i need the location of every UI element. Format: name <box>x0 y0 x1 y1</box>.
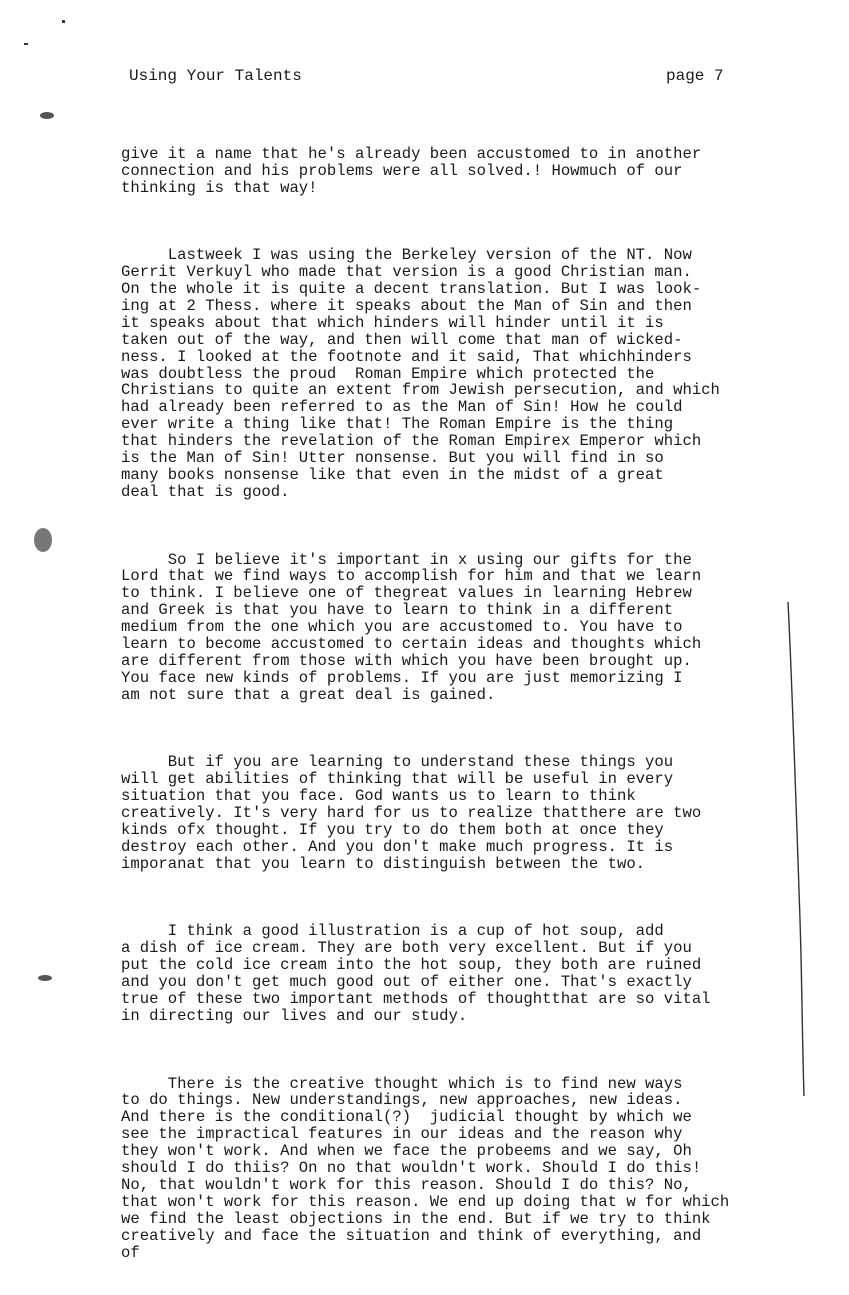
paragraph-4: But if you are learning to understand these things you will get abilities of thinking that will be useful in every situation that you face. God wants us to learn to think creatively. It's very hard for us to realize thatthere are two kinds ofx thought. If you try to do them both at once they destroy each other. And you don't make much progress. It is imporanat that you learn to distinguish between the two. <box>121 753 702 873</box>
paragraph-1: give it a name that he's already been accustomed to in another connection and his problems were all solved.! Howmuch of our thinking is that way! <box>121 144 702 197</box>
margin-blot-3 <box>38 975 52 981</box>
page-number: page 7 <box>666 67 724 85</box>
paragraph-5: I think a good illustration is a cup of hot soup, add a dish of ice cream. They are both very excellent. But if you put the cold ice cream into the hot soup, they both are ruined and you don't get much good out of either one. That's exactly true of these two important methods of thoughtthat are so vital in directing our lives and our study. <box>121 922 711 1025</box>
margin-speck-top <box>62 20 65 23</box>
body-text <box>121 112 821 1295</box>
margin-blot-2 <box>34 528 52 552</box>
margin-speck-left <box>24 43 28 45</box>
paragraph-6: There is the creative thought which is to find new ways to do things. New understandings, new approaches, new ideas. And there is the conditional(?) judicial thought by which we see the impractical features in our ideas and the reason why they won't work. And when we face the probeems and we say, Oh should I do thiis? On no that wouldn't work. Should I do this! No, that wouldn't work for this reason. Should I do this? No, that won't work for this reason. We end up doing that w for which we find the least objections in the end. But if we try to think creatively and face the situation and think of everything, and of <box>121 1074 730 1262</box>
margin-blot-1 <box>40 112 54 119</box>
paragraph-3: So I believe it's important in x using our gifts for the Lord that we find ways to accomplish for him and that we learn to think. I believe one of thegreat values in learning Hebrew and Greek is that you have to learn to think in a different medium from the one which you are accustomed to. You have to learn to become accustomed to certain ideas and thoughts which are different from those with which you have been brought up. You face new kinds of problems. If you are just memorizing I am not sure that a great deal is gained. <box>121 550 702 704</box>
running-header-title: Using Your Talents <box>129 67 302 85</box>
margin-line <box>780 600 820 1100</box>
paragraph-2: Lastweek I was using the Berkeley version of the NT. Now Gerrit Verkuyl who made that version is a good Christian man. On the whole it is quite a decent translation. But I was look- ing at 2 Thess. where it speaks about the Man of Sin and then it speaks about that which hinders will hinder until it is taken out of the way, and then will come that man of wicked- ness. I looked at the footnote and it said, That whichhinders was doubtless the proud Roman Empire which protected the Christians to quite an extent from Jewish persecution, and which had already been referred to as the Man of Sin! How he could ever write a thing like that! The Roman Empire is the thing that hinders the revelation of the Roman Empirex Emperor which is the Man of Sin! Utter nonsense. But you will find in so many books nonsense like that even in the midst of a great deal that is good. <box>121 246 720 501</box>
